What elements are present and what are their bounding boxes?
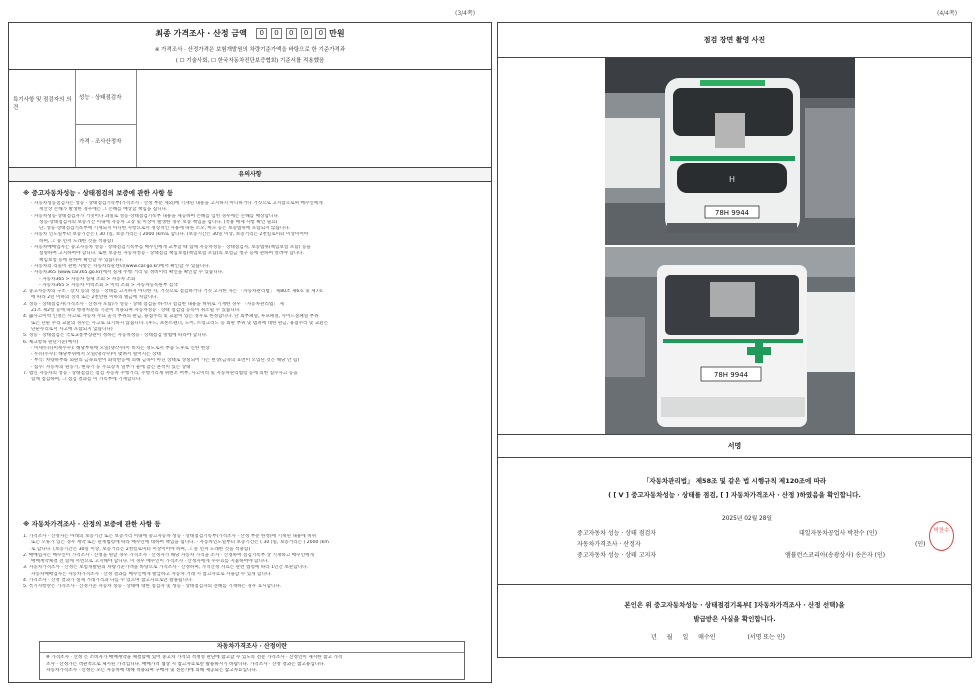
amount-digit: 0: [286, 28, 297, 39]
notice-line: 하며, 그 중 먼저 도래한 것을 적용함): [39, 238, 114, 244]
right-page: [497, 22, 972, 658]
final-price-note-1: ※ 가격조사 · 산정가격은 보험개발원의 차량기준가액을 바탕으로 한 기준가격과: [154, 47, 346, 53]
applicant-sign: (서명 또는 인): [747, 634, 785, 641]
notice-line: 책임보험 등에 관하여 확인할 수 있습니다.: [39, 257, 124, 263]
front-plate: 78H 9944: [714, 209, 750, 217]
notice-line: 1. 가격조사 · 산정자는 아래의 보증기간 또는 보증거리 이내에 중고자동차 성능 · 상태점검기록부(가격조사 · 산정 부분 한정)에 기재된 내용에 허위: [23, 534, 317, 539]
notice-line: 자동차매매업자는 자동차가격조사 · 산정 결과를 매수인에게 발급하고 자동차 거래 시 참고자료로 사용할 수 있게 합니다.: [31, 571, 272, 577]
notice-line: · 자동차성능·상태점검자가 거짓이나 과실로 성능·상태점검기록부 내용을 제공하여 손해를 입힌 경우에는 손해를 배상합니다.: [31, 213, 280, 219]
notice-line: 3. 자동차가격조사 · 산정은 보험개발원의 차량기준가액을 바탕으로 가격조사 · 산정하며, 가격산정 자료는 관련 법령에 따라 1년간 보관합니다.: [23, 565, 309, 571]
definition-line: 자동차가격조사 · 산정은 모든 자동차에 대해 적용되며 구매자 및 전문가에 의해 제공되는 참고자료입니다.: [46, 668, 258, 673]
performance-inspector-cell: [75, 70, 137, 125]
notice-line: 3. 성능 · 상태점검자(가격조사 · 산정자 포함)가 성능 · 상태 점검을 하거나 점검한 내용을 허위로 기재한 경우 「자동차관리법」 제: [23, 301, 284, 307]
price-assessor-label: 가격 · 조사산정자: [79, 139, 122, 145]
seal-stamp: 박찬수: [929, 521, 954, 551]
notice-line: 2. 매매업자는 매수인이 가격조사 · 산정을 원할 경우 가격조사 · 산정자가 해당 자동차 가격을 조사 · 산정하여 점검기록부 상 기재하고 매수인에게: [23, 552, 314, 558]
notice-line: 재산상 손해가 발생한 경우에는 그 손해를 배상할 책임을 집니다.: [39, 207, 168, 213]
applicant-month: 월: [666, 634, 673, 641]
notice-line: 함께 점검하며, 그 점검 결과를 이 기록부에 기재합니다.: [31, 377, 142, 383]
notice-line: · 누유(누수): 해당부위에서 오일(냉각수)이 맺혀서 떨어지는 상태: [31, 352, 161, 358]
notice-line: - 자동차365 > 자동차 실제 조회 > 자동차 조회: [39, 276, 136, 282]
notice-line: · 자동차365 (www.car365.go.kr)에서 실제 주행 거리 및 정비이력 확인을 확인할 수 있습니다.: [31, 270, 224, 276]
divider: [498, 584, 971, 585]
notice-line: 5. 특기사항란은 가격조사 · 산정기준 자동차 성능 · 상태에 대한 점검자 및 성능 · 상태점검자의 견해를 기재하는 경우 표시합니다.: [23, 584, 282, 590]
section1-body: [9, 201, 491, 384]
signature-name: 앰뷸런스코리아(송광상사) 송은자 (인): [785, 552, 886, 559]
confirm-line-1: 본인은 위 중고자동차성능 · 상태점검기록부[ ]자동차가격조사 · 산정 선택)을: [624, 601, 845, 609]
vehicle-rear-photo: [605, 247, 855, 434]
definition-line: ※ 가격조사 · 산정 은 소비자가 매매계약을 체결함에 있어 중고차 가격의 적정성 판단에 참고할 수 있도록 전문 가격조사 · 산정인이 제시한 참고 가격: [46, 655, 343, 660]
definition-title: 자동차가격조사 · 산정이란: [40, 642, 464, 653]
notice-line: 또는 오류가 있는 경우 계약 또는 관계법령에 따라 매수인에 대하여 책임을 집니다. - 자동차인도일부터 보증기간은 ( 30 )일, 보증거리는 ( 2000 )km: [31, 540, 329, 546]
notice-line: 4. 가격조사 · 산정 결과가 실제 거래가격과 다를 수 있으며 참고자료로만 활용됩니다.: [23, 578, 193, 584]
notice-line: · 침수: 자동차의 원동기, 변속기 등 주요장치 일부가 물에 잠긴 흔적이 있는 상태: [31, 364, 191, 370]
amount-digit: 0: [315, 28, 326, 39]
vehicle-front-photo: [605, 58, 855, 245]
notice-line: 성능·상태점검자의 보증기간 이내에 자동차 고장 및 이상이 발생한 경우 보증 책임을 집니다. (적용 배제 사항 확인 필요): [39, 219, 278, 225]
final-price-note-2: ( ☐ 기술사회, ☐ 한국자동차진단보증협회) 기준서를 적용했음: [175, 58, 325, 64]
signature-role: 중고자동차 성능 · 상태 고지자: [577, 552, 657, 559]
left-page: [8, 22, 492, 683]
section2-body: [9, 534, 491, 591]
section1-title: ※ 중고자동차성능 · 상태점검의 보증에 관한 사항 등: [23, 189, 174, 197]
notice-line: 7. 법인 자동차의 성능 · 상태점검은 점검 자동차 주행거리, 주행거리계 위변조 여부, 사고이력 및 자동차관리법령 등에 의한 침수사고 등을: [23, 371, 298, 377]
notice-title: 유의사항: [9, 168, 491, 182]
svg-text:H: H: [728, 175, 736, 184]
signature-name: (인): [915, 541, 926, 548]
notice-line: 5. 성능 · 상태점검은 국토교통부장관이 정하는 자동차성능 · 상태점검 방법에 따라야 합니다.: [23, 333, 208, 339]
notice-line: · 자동차성능점검자는 성능 · 상태점검기록부(가격조사 · 산정 부분 제외)에 기재된 내용을 고지하지 아니하거나 거짓으로 고지함으로써 매수인에게: [31, 201, 323, 206]
notice-line: 또는 단순 수리 교환의 경우는 사고로 표기하지 않습니다. (후드, 프론트펜더, 도어, 트렁크리드 등 외판 부위 및 범퍼에 대한 판금, 용접수리 및 교환은: [31, 320, 329, 326]
amount-digit: 0: [271, 28, 282, 39]
notice-line: 6. 체크항목 판단기준(예시): [23, 339, 79, 345]
applicant-year: 년: [651, 634, 657, 641]
signature-role: 자동차가격조사 · 산정자: [577, 541, 641, 548]
opinion-section: [9, 70, 491, 168]
notice-line: · 미세누유(미세누수): 해당부위에 오일(냉각수)이 비치는 정도로서 부품 노후로 인한 현상: [31, 345, 210, 351]
notice-line: 로 합니다. (보증기간은 30일 이상, 보증거리는 2천킬로미터 이상이어야 하며, 그 중 먼저 도래한 것을 적용함): [31, 546, 251, 552]
signature-date: 2025년 02월 28일: [722, 516, 772, 522]
signature-title: 서명: [498, 434, 971, 458]
confirm-line-2: 발급받은 사실을 확인합니다.: [693, 615, 776, 623]
applicant-row: [651, 632, 793, 641]
notice-line: - 자동차365 > 자동차 이력조회 > 이력 조회 > 자동차등록원부 검색: [39, 282, 178, 288]
declaration-line-1: 「자동차관리법」 제58조 및 같은 법 시행규칙 제120조에 따라: [642, 477, 827, 485]
notice-line: 21조 제2항 등에 따라 행정처분의 기준이 적용되며 자동차성능 · 상태 점검업 등록이 취소될 수 있습니다.: [31, 308, 241, 314]
notice-line: · 자동차 인도일부터 보증기간은 ( 30 )일, 보증거리는 ( 2000 )km로 합니다. (보증기간은 30일 이상, 보증거리는 2천킬로미터 이상이어야: [31, 232, 309, 238]
notice-line: 매매계약체결 전 함께 서면으로 고지해야 합니다. 이 경우 매수인이 가격조사 · 산정자에게 수수료를 지불하여야 합니다.: [31, 559, 269, 565]
notice-line: 4. @사고이력 인정은 사고로 자동차 주요 골격 부위의 판금, 용접수리 및 교환이 있는 경우로 한정합니다. 단 외부패널, 루프패널, 사이드실패널 부위: [23, 314, 319, 320]
section2-title: ※ 자동차가격조사 · 산정의 보증에 관한 사항 등: [23, 520, 161, 528]
signature-name: 대일자동차공업사 박찬수 (인): [799, 530, 878, 537]
performance-inspector-label: 성능 · 상태점검자: [79, 95, 122, 101]
notice-line: 단, 성능·상태점검기록부에 기재되지 아니한 사항으로서 정상적인 사용에 따른 소모, 마모 등은 보증범위에 포함되지 않습니다.: [39, 226, 291, 232]
photo-section-title: 점검 장면 촬영 사진: [498, 23, 971, 58]
notice-line: 2. 중고자동차의 구조 · 장치 등의 성능 · 상태를 고지하지 아니한 자, 거짓으로 점검하거나 거짓 고지한 자는 「자동차관리법」 제80조 제6호 및 제7호: [23, 289, 323, 295]
signature-role: 중고자동차 성능 · 상태 점검자: [577, 530, 657, 537]
left-page-number: (3/4쪽): [455, 10, 476, 17]
right-page-number: (4/4쪽): [937, 10, 958, 17]
price-assessment-definition-box: [39, 641, 465, 680]
amount-digit: 0: [256, 28, 267, 39]
final-price-section: [9, 23, 491, 70]
notice-line: · 자동차의 리콜이 관한 사항은 자동차리콜센터(www.car.go.kr)에서 확인할 수 있습니다.: [31, 263, 211, 269]
notice-line: 단순수리로서 사고에 포함되지 않습니다): [31, 326, 113, 332]
amount-unit: 만원: [329, 29, 345, 38]
final-price-title: 최종 가격조사 · 산정 금액: [155, 29, 247, 38]
notice-line: · 자동차매매업자는 중고자동차 성능 · 상태점검기록부를 매수인에게 교부할 때 함께 자동차성능 · 상태점검자, 보증범위(책임보험 포함) 등을: [31, 245, 311, 251]
notice-line: 설명하여 고지하여야 합니다. 또한 보증된 자동차성능 · 상태점검 책임보험(책임보험 포함)의 보험금 청구 등에 관하여 알려야 합니다.: [39, 251, 305, 257]
final-price-title-row: [9, 28, 491, 39]
applicant-buyer: 매수인: [698, 634, 716, 641]
notice-line: 에 따라 2년 이하의 징역 또는 2천만원 이하의 벌금에 처합니다.: [31, 295, 158, 301]
rear-plate: 78H 9944: [713, 371, 749, 379]
notice-line: · 부식: 차량하부와 외판의 금속표면이 화학반응에 의해 금속이 아닌 상태로 상실되어 가는 현상(금속의 표면이 오염된 것은 해당 안 됨): [31, 358, 300, 364]
declaration-line-2: ( [ V ] 중고자동차성능 · 상태를 점검, [ ] 자동차가격조사 · 산정 )하였음을 확인합니다.: [608, 491, 861, 499]
price-assessor-cell: [75, 124, 137, 167]
amount-digit: 0: [301, 28, 312, 39]
definition-line: 조사 · 산정가는 객관적으로 제시된 가격입니다. 매매가격 협상 시 참고자료로만 활용하시기 바랍니다. 가격조사 · 산정 결과는 참고용입니다.: [46, 661, 326, 667]
opinion-label: 특기사항 및 점검자의 의견: [13, 97, 72, 111]
applicant-day: 일: [682, 634, 689, 641]
